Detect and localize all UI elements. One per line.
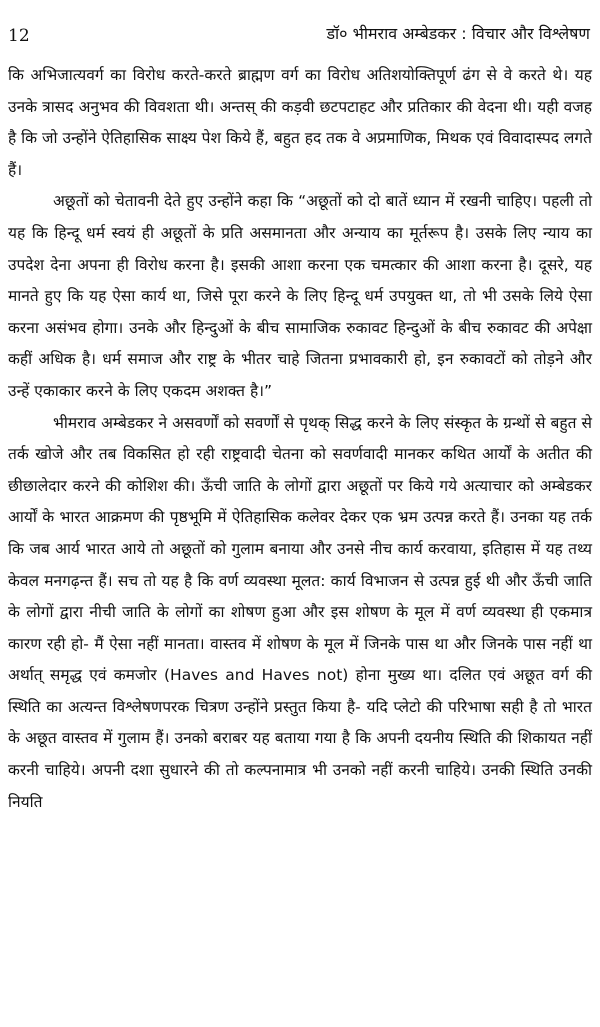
page-header: [8, 12, 590, 46]
body-text: [8, 60, 592, 818]
paragraph-2: अछूतों को चेतावनी देते हुए उन्होंने कहा कि “अछूतों को दो बातें ध्यान में रखनी चाहिए। पहली तो यह कि हिन्दू धर्म स्वयं ही अछूतों के प्रति असमानता और अन्याय का मूर्तरूप है। उसके लिए न्याय का उपदेश देना अपना ही विरोध करना है। इसकी आशा करना एक चमत्कार की आशा करना है। दूसरे, यह मानते हुए कि यह ऐसा कार्य था, जिसे पूरा करने के लिए हिन्दू धर्म उपयुक्त था, तो भी उसके लिये ऐसा करना असंभव होगा। उनके और हिन्दुओं के बीच सामाजिक रुकावट हिन्दुओं के बीच रुकावट की अपेक्षा कहीं अधिक है। धर्म समाज और राष्ट्र के भीतर चाहे जितना प्रभावकारी हो, इन रुकावटों को तोड़ने और उन्हें एकाकार करने के लिए एकदम अशक्त है।”: [8, 192, 592, 400]
page-number: 12: [8, 26, 30, 46]
running-title: डॉ० भीमराव अम्बेडकर : विचार और विश्लेषण: [326, 24, 590, 43]
paragraph-1: कि अभिजात्यवर्ग का विरोध करते-करते ब्राह्मण वर्ग का विरोध अतिशयोक्तिपूर्ण ढंग से वे करते थे। यह उनके त्रासद अनुभव की विवशता थी। अन्तस् की कड़वी छटपटाहट और प्रतिकार की वेदना थी। यही वजह है कि जो उन्होंने ऐतिहासिक साक्ष्य पेश किये हैं, बहुत हद तक वे अप्रमाणिक, मिथक एवं विवादास्पद लगते हैं।: [8, 66, 592, 179]
paragraph-3: भीमराव अम्बेडकर ने असवर्णों को सवर्णों से पृथक् सिद्ध करने के लिए संस्कृत के ग्रन्थों से बहुत से तर्क खोजे और तब विकसित हो रही राष्ट्रवादी चेतना को सवर्णवादी मानकर कथित आर्यों के अतीत की छीछालेदार करने की कोशिश की। ऊँची जाति के लोगों द्वारा अछूतों पर किये गये अत्याचार को अम्बेडकर आर्यों के भारत आक्रमण की पृष्ठभूमि में ऐतिहासिक कलेवर देकर एक भ्रम उत्पन्न करते हैं। उनका यह तर्क कि जब आर्य भारत आये तो अछूतों को गुलाम बनाया और उनसे नीच कार्य करवाया, इतिहास में यह तथ्य केवल मनगढ़न्त हैं। सच तो यह है कि वर्ण व्यवस्था मूलत: कार्य विभाजन से उत्पन्न हुई थी और ऊँची जाति के लोगों द्वारा नीची जाति के लोगों का शोषण हुआ और इस शोषण के मूल में वर्ण व्यवस्था ही एकमात्र कारण रही हो- मैं ऐसा नहीं मानता। वास्तव में शोषण के मूल में जिनके पास था और जिनके पास नहीं था अर्थात् समृद्ध एवं कमजोर (Haves and Haves not) होना मुख्य था। दलित एवं अछूत वर्ग की स्थिति का अत्यन्त विश्लेषणपरक चित्रण उन्होंने प्रस्तुत किया है- यदि प्लेटो की परिभाषा सही है तो भारत के अछूत वास्तव में गुलाम हैं। उनको बराबर यह बताया गया है कि अपनी दयनीय स्थिति की शिकायत नहीं करनी चाहिये। अपनी दशा सुधारने की तो कल्पनामात्र भी उनको नहीं करनी चाहिये। उनकी स्थिति उनकी नियति: [8, 413, 592, 811]
